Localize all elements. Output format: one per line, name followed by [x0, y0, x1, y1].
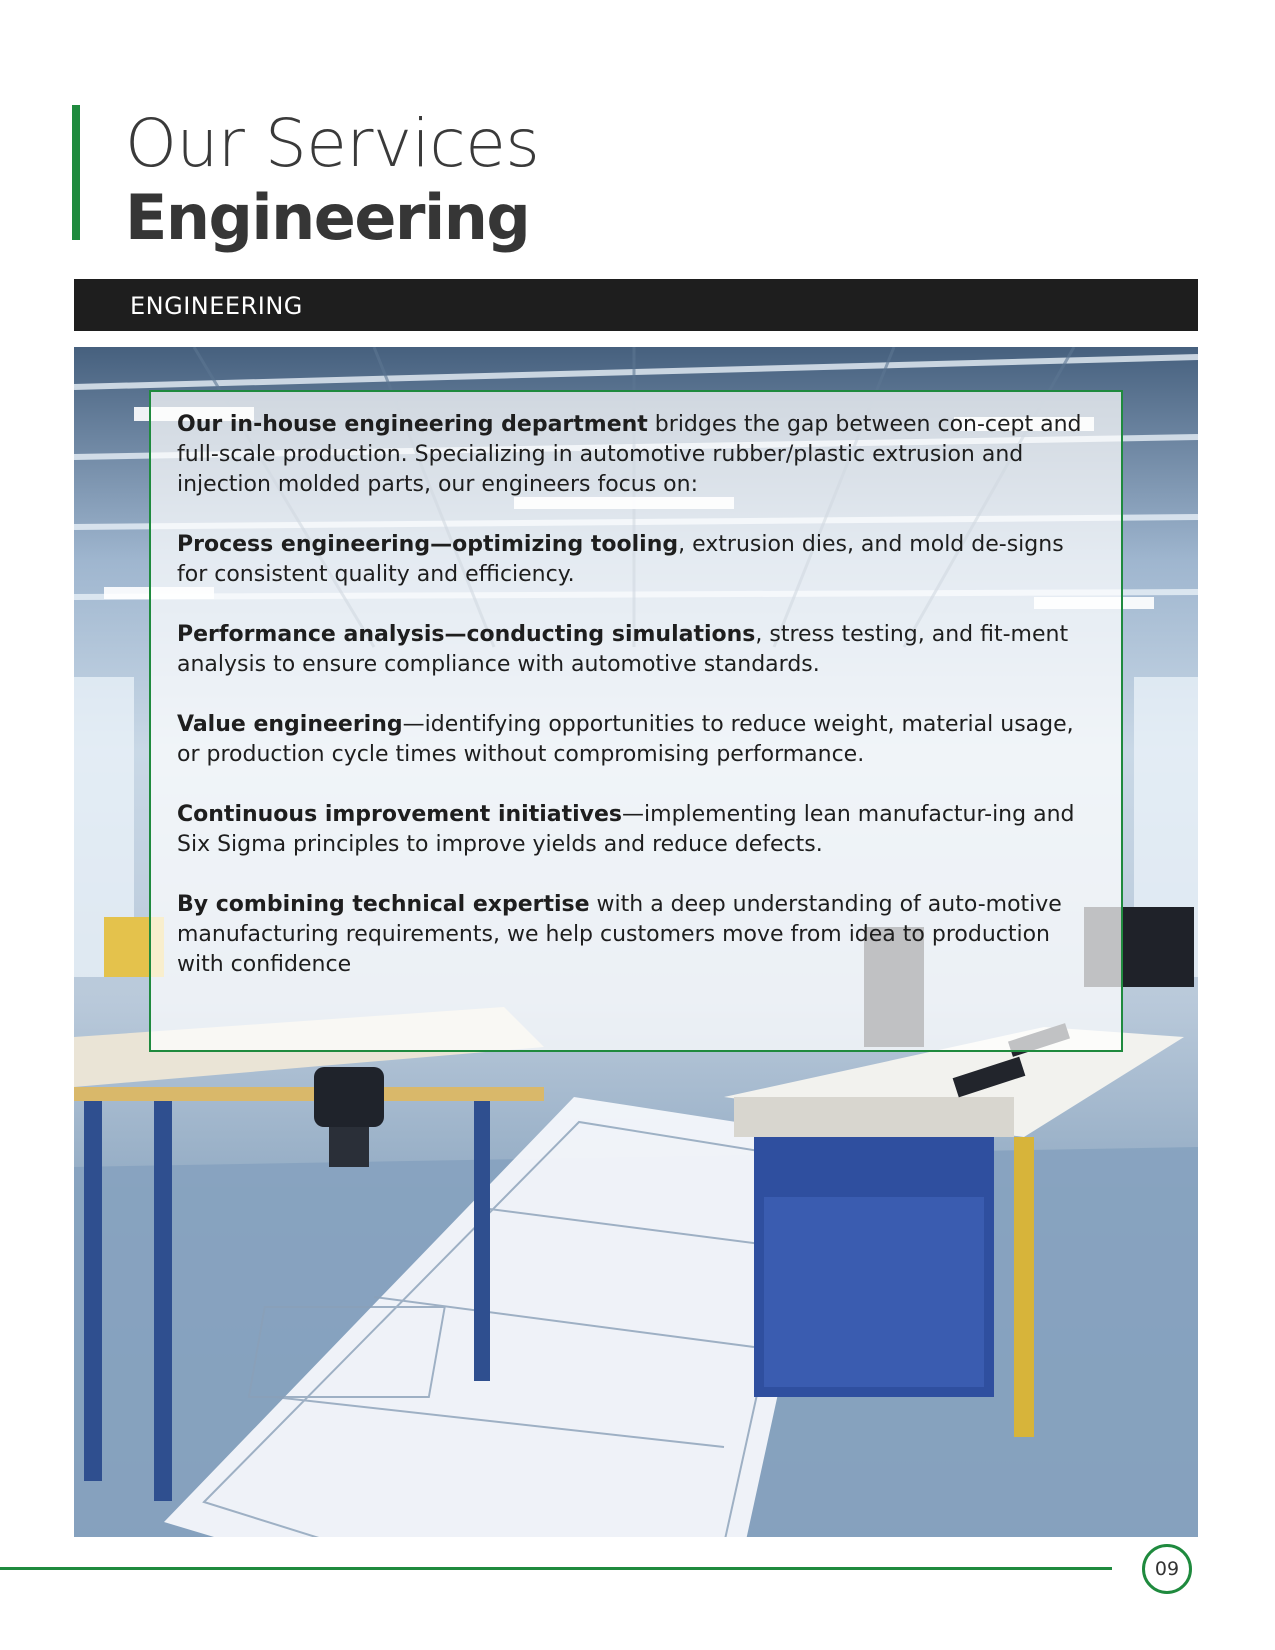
paragraph-process-engineering-text: , extrusion dies, and mold de-signs for consistent quality and efficiency. [177, 532, 1064, 587]
paragraph-value-engineering [177, 710, 1099, 770]
paragraph-continuous-improvement [177, 800, 1099, 860]
paragraph-performance-analysis [177, 620, 1099, 680]
paragraph-intro [177, 410, 1099, 500]
paragraph-performance-analysis-text: , stress testing, and fit-ment analysis to ensure compliance with automotive standards. [177, 622, 1069, 677]
page-title-line2: Engineering [125, 181, 530, 254]
engineering-description-panel [149, 390, 1123, 1052]
page-number-badge: 09 [1142, 1544, 1192, 1594]
paragraph-process-engineering-bold: Process engineering—optimizing tooling [177, 532, 679, 557]
paragraph-intro-bold: Our in-house engineering department [177, 412, 648, 437]
title-accent-bar [72, 105, 80, 240]
paragraph-continuous-improvement-text: —implementing lean manufactur-ing and Six Sigma principles to improve yields and reduce defects. [177, 802, 1075, 857]
description-text [177, 410, 1099, 1010]
footer-divider [0, 1567, 1112, 1570]
paragraph-value-engineering-text: —identifying opportunities to reduce weight, material usage, or production cycle times without compromising performance. [177, 712, 1074, 767]
paragraph-intro-text: bridges the gap between con-cept and full-scale production. Specializing in automotive rubber/plastic extrusion and injection molded parts, our engineers focus on: [177, 412, 1082, 497]
page-title-line1: Our Services [125, 105, 540, 182]
paragraph-value-engineering-bold: Value engineering [177, 712, 403, 737]
paragraph-performance-analysis-bold: Performance analysis—conducting simulations [177, 622, 756, 647]
section-header-label: ENGINEERING [130, 292, 303, 320]
paragraph-conclusion-bold: By combining technical expertise [177, 892, 590, 917]
paragraph-process-engineering [177, 530, 1099, 590]
section-header-bar [74, 279, 1198, 331]
paragraph-continuous-improvement-bold: Continuous improvement initiatives [177, 802, 623, 827]
paragraph-conclusion-text: with a deep understanding of auto-motive manufacturing requirements, we help customers move from idea to production with confidence [177, 892, 1062, 977]
paragraph-conclusion [177, 890, 1099, 980]
